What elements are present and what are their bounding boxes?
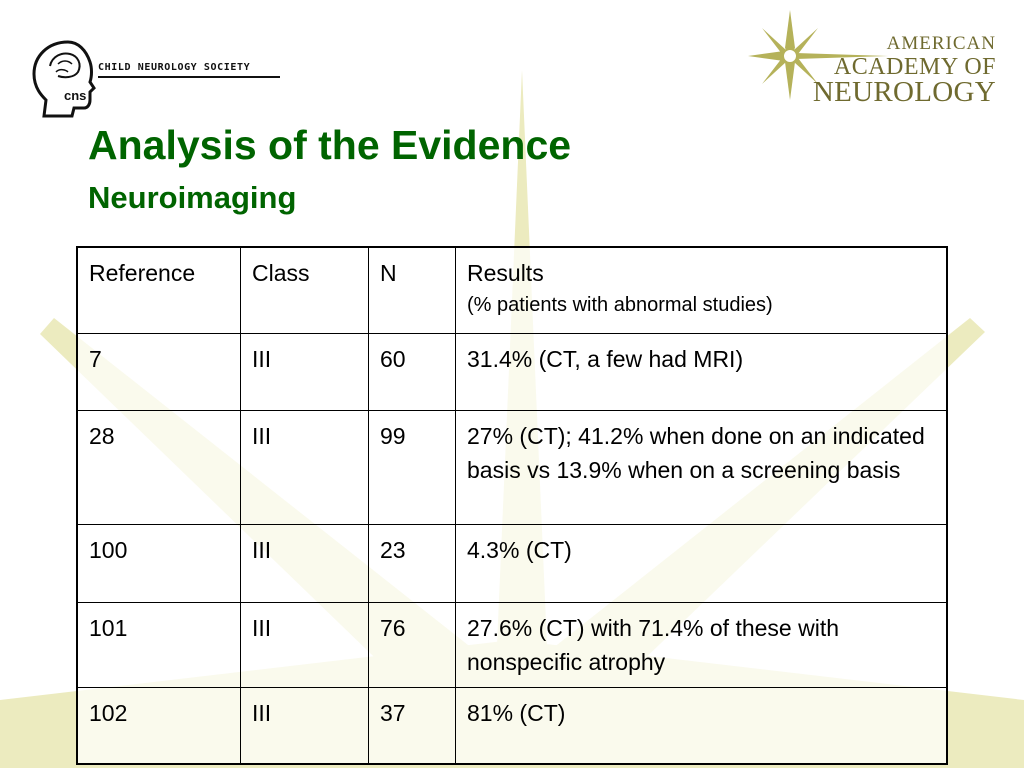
- slide-title: Analysis of the Evidence: [88, 122, 572, 168]
- header-class: Class: [241, 247, 369, 333]
- cell-reference: 100: [77, 524, 241, 602]
- table-row: [77, 687, 947, 764]
- cell-n: 37: [369, 687, 456, 764]
- cell-n: 99: [369, 410, 456, 524]
- cell-reference: 102: [77, 687, 241, 764]
- cell-results: 27.6% (CT) with 71.4% of these with nonspecific atrophy: [456, 602, 948, 687]
- table-row: [77, 333, 947, 410]
- cell-reference: 7: [77, 333, 241, 410]
- cell-results: 27% (CT); 41.2% when done on an indicated basis vs 13.9% when on a screening basis: [456, 410, 948, 524]
- header-n: N: [369, 247, 456, 333]
- table-row: [77, 410, 947, 524]
- cell-results: 4.3% (CT): [456, 524, 948, 602]
- cell-results: 31.4% (CT, a few had MRI): [456, 333, 948, 410]
- aan-name-line3: NEUROLOGY: [812, 76, 996, 108]
- header-results-note: (% patients with abnormal studies): [467, 294, 773, 316]
- evidence-table: [76, 246, 948, 765]
- cns-monogram: cns: [64, 88, 87, 103]
- cell-results: 81% (CT): [456, 687, 948, 764]
- aan-name-line1: AMERICAN: [886, 33, 996, 54]
- cell-n: 23: [369, 524, 456, 602]
- cell-reference: 28: [77, 410, 241, 524]
- aan-name-line2: ACADEMY OF: [833, 54, 996, 80]
- header-results: [456, 247, 948, 333]
- cns-underline: [98, 76, 280, 78]
- cell-class: III: [241, 602, 369, 687]
- cell-class: III: [241, 524, 369, 602]
- slide-subtitle: Neuroimaging: [88, 180, 297, 215]
- cns-society-name: CHILD NEUROLOGY SOCIETY: [98, 62, 251, 73]
- table-header-row: [77, 247, 947, 333]
- header-results-label: Results: [467, 260, 544, 286]
- table-row: [77, 602, 947, 687]
- table-row: [77, 524, 947, 602]
- cell-n: 60: [369, 333, 456, 410]
- cell-class: III: [241, 333, 369, 410]
- cell-class: III: [241, 410, 369, 524]
- cell-class: III: [241, 687, 369, 764]
- cell-n: 76: [369, 602, 456, 687]
- cell-reference: 101: [77, 602, 241, 687]
- header-reference: Reference: [77, 247, 241, 333]
